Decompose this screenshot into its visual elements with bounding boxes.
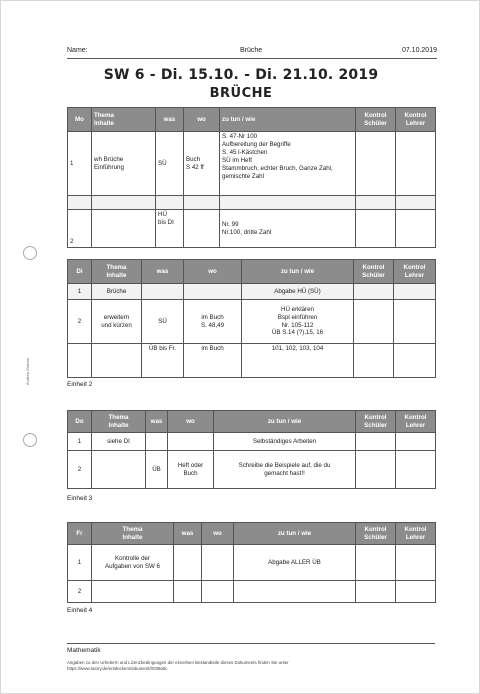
col-was: was — [156, 108, 184, 132]
punch-hole — [23, 246, 37, 260]
row-zu-tun — [234, 581, 356, 603]
col-kontrol-schueler: Kontrol Schüler — [356, 411, 396, 433]
row-nr — [68, 344, 92, 378]
row-was — [174, 581, 202, 603]
row-wo: im Buch S. 48,49 — [184, 300, 242, 344]
row-nr: 2 — [68, 300, 92, 344]
table-row — [68, 433, 436, 451]
row-wo — [202, 581, 234, 603]
footer-url[interactable]: https://www.tutory.de/entdecken/dokument/0038a5c — [67, 666, 168, 672]
table-row — [68, 132, 436, 196]
row-wo — [184, 210, 220, 248]
row-kontrol-schueler — [356, 132, 396, 196]
row-was: SÜ — [142, 300, 184, 344]
col-kontrol-schueler: Kontrol Schüler — [356, 523, 396, 545]
row-kontrol-lehrer — [396, 581, 436, 603]
col-wo: wo — [168, 411, 214, 433]
row-thema: erweitern und kürzen — [92, 300, 142, 344]
row-nr: 1 — [68, 132, 92, 196]
col-zu-tun: zu tun / wie — [234, 523, 356, 545]
row-nr: 1 — [68, 545, 92, 581]
row-was: HÜ bis DI — [156, 210, 184, 248]
row-thema — [92, 344, 142, 378]
day-header: Fr — [68, 523, 92, 545]
col-zu-tun: zu tun / wie — [214, 411, 356, 433]
row-was — [146, 433, 168, 451]
table-row — [68, 545, 436, 581]
col-wo: wo — [184, 260, 242, 284]
row-thema — [92, 581, 174, 603]
row-zu-tun: Nr. 99 Nr.100, dritte Zahl — [220, 210, 356, 248]
row-zu-tun — [220, 196, 356, 210]
row-wo — [184, 284, 242, 300]
row-thema: siehe DI — [92, 433, 146, 451]
col-thema: Thema Inhalte — [92, 260, 142, 284]
row-was: ÜB bis Fr. — [142, 344, 184, 378]
table-row — [68, 344, 436, 378]
row-zu-tun: HÜ erklären Bspl einführen Nr. 105-112 ÜB S.14 (?),15, 16 — [242, 300, 354, 344]
table-row — [68, 451, 436, 489]
col-kontrol-schueler: Kontrol Schüler — [356, 108, 396, 132]
footer-license-text: Angaben zu den Urhebern und Lizenzbedingungen der einzelnen Bestandteile dieses Dokuments finden Sie unter — [67, 660, 289, 665]
row-zu-tun: Selbständiges Arbeiten — [214, 433, 356, 451]
row-kontrol-lehrer — [396, 132, 436, 196]
row-kontrol-schueler — [356, 545, 396, 581]
col-zu-tun: zu tun / wie — [242, 260, 354, 284]
row-nr: 1 — [68, 433, 92, 451]
col-thema: Thema Inhalte — [92, 523, 174, 545]
row-was — [174, 545, 202, 581]
col-zu-tun: zu tun / wie — [220, 108, 356, 132]
row-thema: Kontrolle der Aufgaben von SW 6 — [92, 545, 174, 581]
table-row — [68, 284, 436, 300]
row-kontrol-lehrer — [396, 545, 436, 581]
row-zu-tun: Schreibe die Beispiele auf, die du gemacht hast!! — [214, 451, 356, 489]
row-kontrol-lehrer — [396, 196, 436, 210]
footer-subject: Mathematik — [67, 647, 101, 654]
row-wo: Buch S 42 ff — [184, 132, 220, 196]
row-kontrol-schueler — [356, 210, 396, 248]
punch-hole — [23, 433, 37, 447]
schedule-table-di — [67, 259, 436, 378]
row-kontrol-schueler — [356, 451, 396, 489]
row-nr: 2 — [68, 210, 92, 248]
row-zu-tun: S. 47-Nr 100 Aufbereitung der Begriffe S. 45 l-Kästchen SÜ im Heft Stammbruch, echter Bruch, Ganze Zahl, gemischte Zahl — [220, 132, 356, 196]
row-thema: wh Brüche Einführung — [92, 132, 156, 196]
col-kontrol-lehrer: Kontrol Lehrer — [394, 260, 436, 284]
col-was: was — [146, 411, 168, 433]
row-kontrol-schueler — [354, 300, 394, 344]
col-wo: wo — [184, 108, 220, 132]
col-kontrol-lehrer: Kontrol Lehrer — [396, 523, 436, 545]
table-row — [68, 196, 436, 210]
row-wo — [184, 196, 220, 210]
table-row — [68, 581, 436, 603]
unit-label: Einheit 2 — [67, 381, 93, 388]
row-kontrol-schueler — [354, 344, 394, 378]
row-thema — [92, 451, 146, 489]
row-kontrol-lehrer — [394, 300, 436, 344]
col-thema: Thema Inhalte — [92, 108, 156, 132]
worksheet-title: SW 6 - Di. 15.10. - Di. 21.10. 2019 — [103, 67, 379, 83]
row-wo — [202, 545, 234, 581]
unit-label: Einheit 3 — [67, 495, 93, 502]
day-header: Mo — [68, 108, 92, 132]
row-kontrol-lehrer — [394, 284, 436, 300]
schedule-table-mo — [67, 107, 436, 248]
row-nr: 1 — [68, 284, 92, 300]
header-date: 07.10.2019 — [401, 47, 437, 54]
unit-label: Einheit 4 — [67, 607, 93, 614]
row-kontrol-lehrer — [394, 344, 436, 378]
day-header: Do — [68, 411, 92, 433]
row-zu-tun: Abgabe HÜ (SÜ) — [242, 284, 354, 300]
row-kontrol-lehrer — [396, 433, 436, 451]
col-thema: Thema Inhalte — [92, 411, 146, 433]
author-credit: Andrea Gnimm — [25, 358, 30, 385]
row-wo — [168, 433, 214, 451]
row-was: ÜB — [146, 451, 168, 489]
page-footer — [67, 643, 435, 672]
row-was: SÜ — [156, 132, 184, 196]
row-kontrol-schueler — [356, 433, 396, 451]
footer-license — [67, 660, 435, 672]
row-nr — [68, 196, 92, 210]
row-was — [142, 284, 184, 300]
col-was: was — [142, 260, 184, 284]
table-row — [68, 210, 436, 248]
row-wo: Heft oder Buch — [168, 451, 214, 489]
col-kontrol-lehrer: Kontrol Lehrer — [396, 108, 436, 132]
row-zu-tun: Abgabe ALLER ÜB — [234, 545, 356, 581]
row-kontrol-lehrer — [396, 451, 436, 489]
col-kontrol-lehrer: Kontrol Lehrer — [396, 411, 436, 433]
row-kontrol-schueler — [356, 581, 396, 603]
row-nr: 2 — [68, 451, 92, 489]
page-header — [67, 46, 437, 59]
header-topic: Brüche — [240, 47, 263, 54]
table-row — [68, 300, 436, 344]
row-kontrol-lehrer — [396, 210, 436, 248]
row-thema — [92, 210, 156, 248]
col-kontrol-schueler: Kontrol Schüler — [354, 260, 394, 284]
row-thema: Brüche — [92, 284, 142, 300]
row-kontrol-schueler — [354, 284, 394, 300]
schedule-table-do — [67, 410, 436, 489]
schedule-table-fr — [67, 522, 436, 603]
day-header: Di — [68, 260, 92, 284]
col-wo: wo — [202, 523, 234, 545]
name-label: Name: — [67, 47, 88, 54]
row-thema — [92, 196, 156, 210]
worksheet-subtitle: BRÜCHE — [209, 86, 273, 101]
row-zu-tun: 101, 102, 103, 104 — [242, 344, 354, 378]
col-was: was — [174, 523, 202, 545]
row-was — [156, 196, 184, 210]
row-wo: im Buch — [184, 344, 242, 378]
row-nr: 2 — [68, 581, 92, 603]
row-kontrol-schueler — [356, 196, 396, 210]
